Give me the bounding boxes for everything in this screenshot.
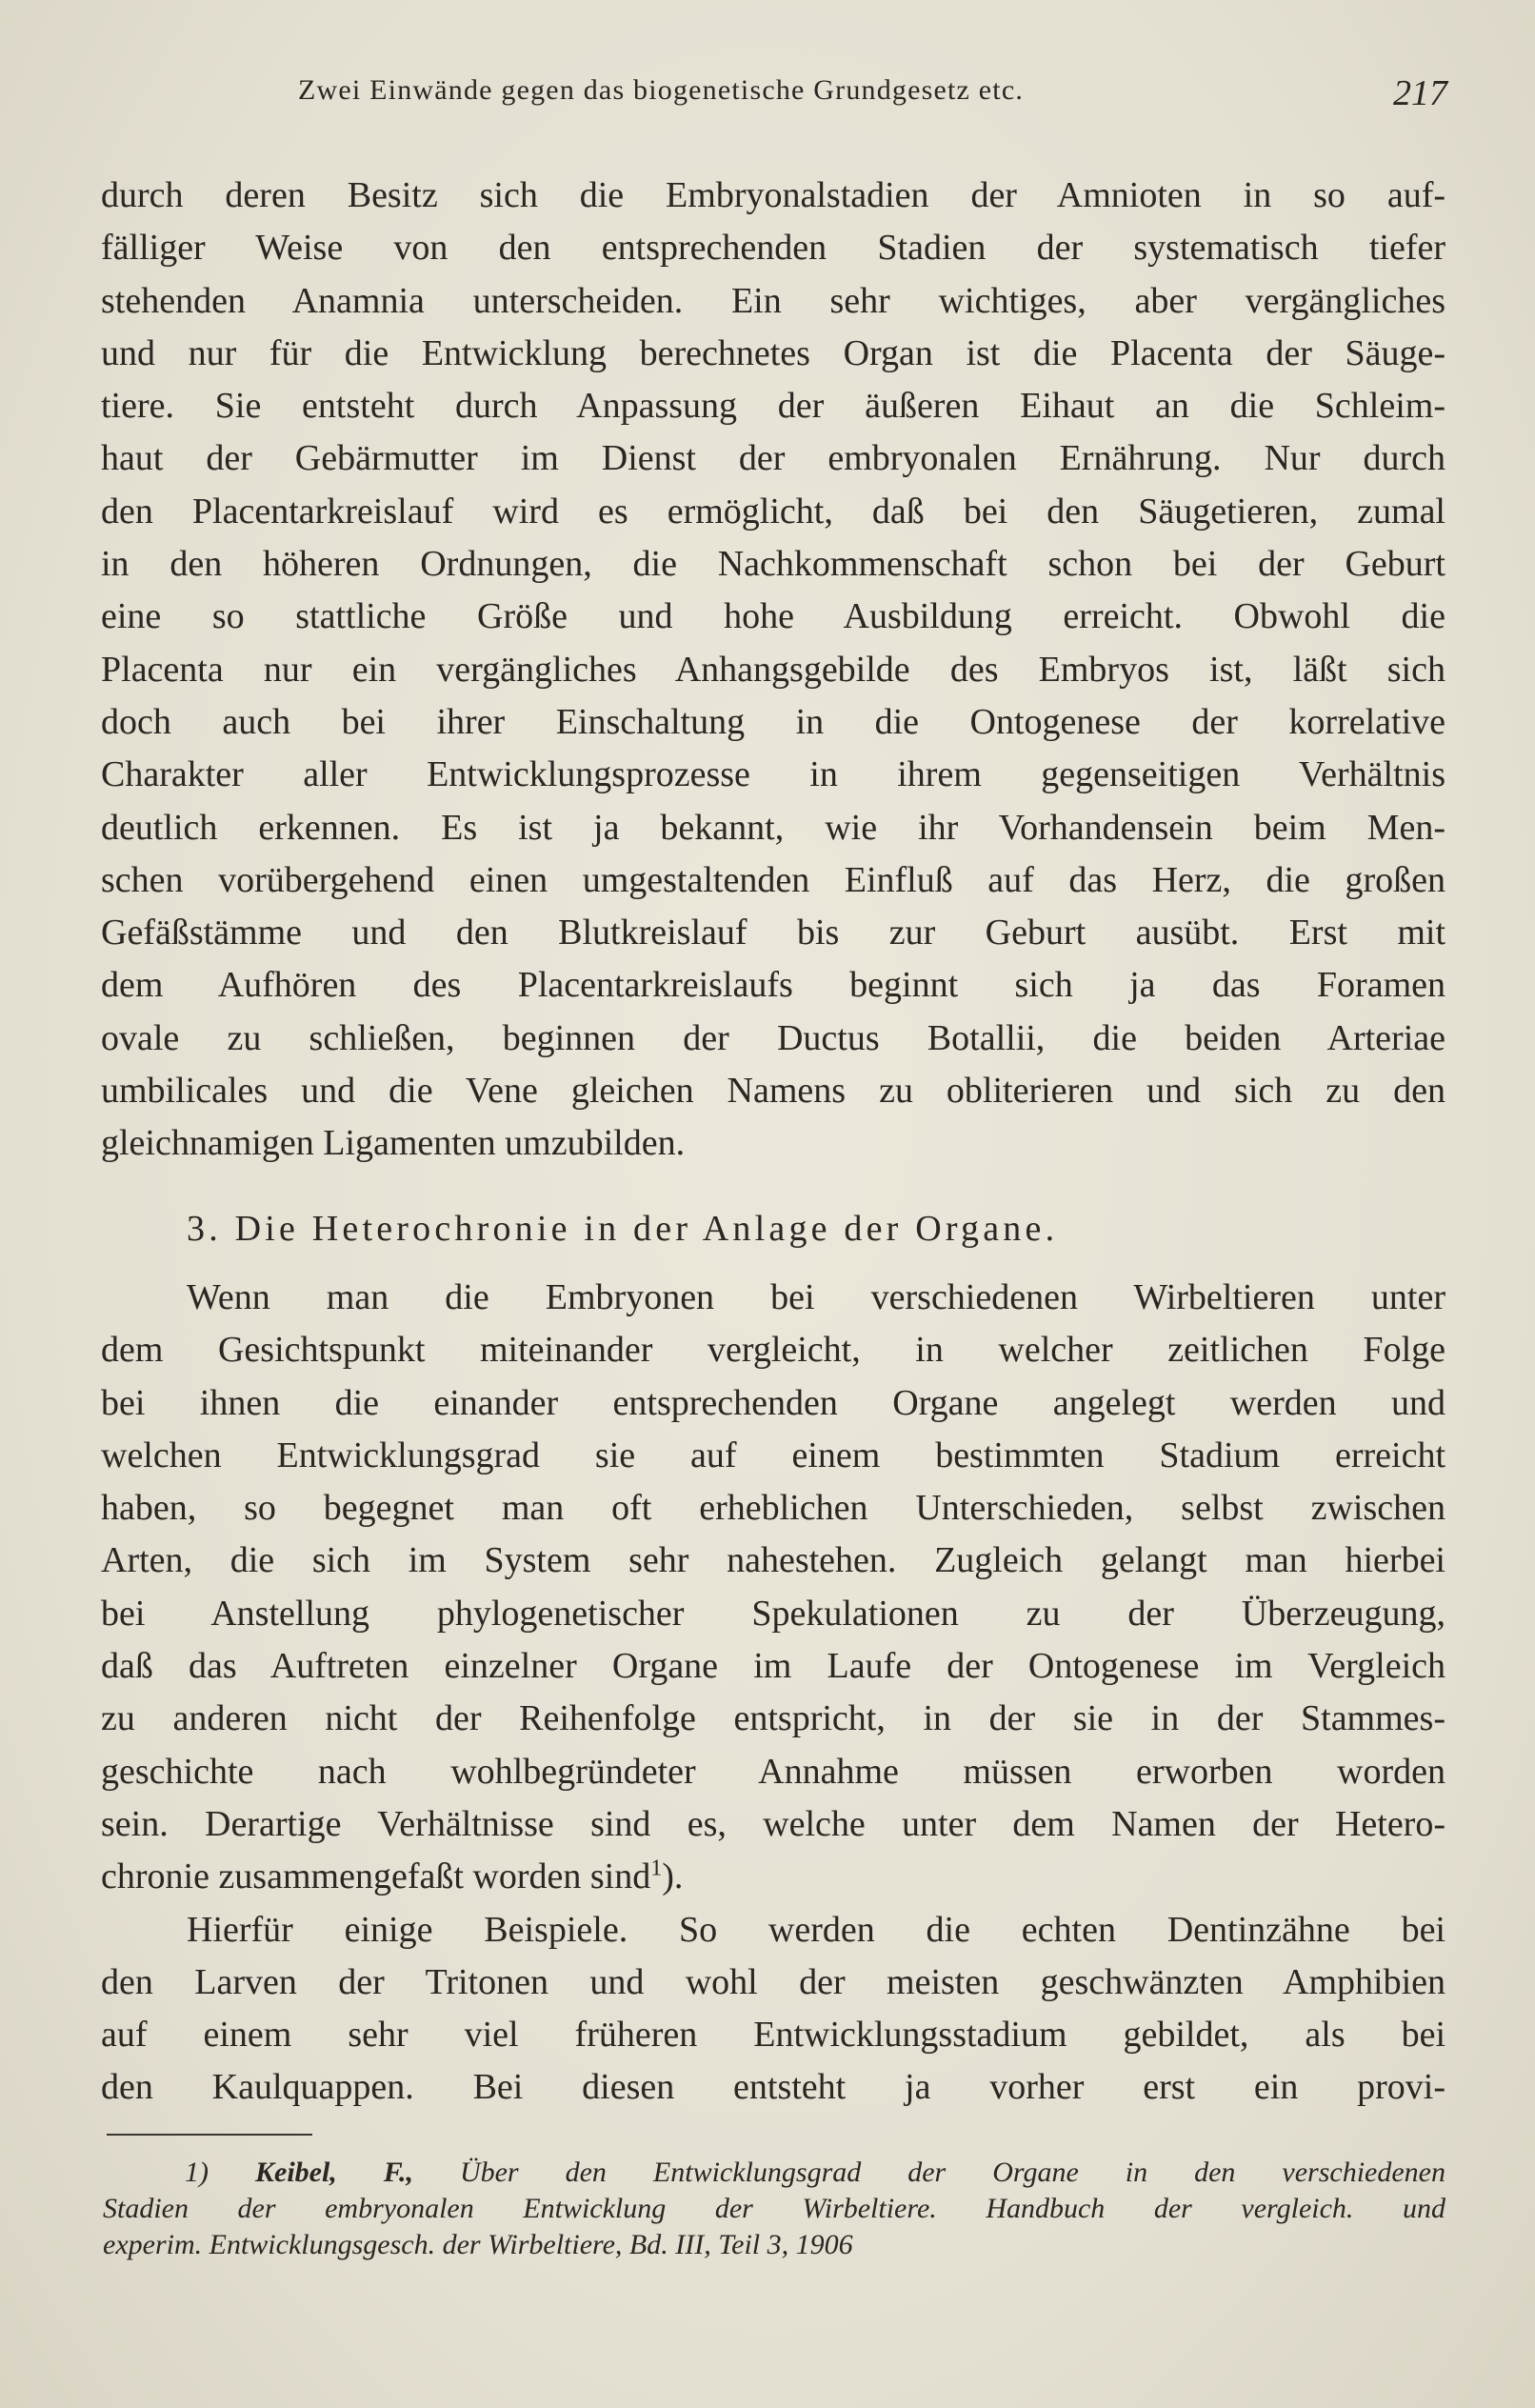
- text-line: deutlich erkennen. Es ist ja bekannt, wie ihr Vorhandensein beim Men-: [101, 807, 1445, 848]
- text-line: den Placentarkreislauf wird es ermöglicht, daß bei den Säugetieren, zumal: [101, 491, 1445, 532]
- text-line: in den höheren Ordnungen, die Nachkommenschaft schon bei der Geburt: [101, 544, 1445, 585]
- text-line: auf einem sehr viel früheren Entwicklungsstadium gebildet, als bei: [101, 2015, 1445, 2056]
- text-line: Gefäßstämme und den Blutkreislauf bis zur Geburt ausübt. Erst mit: [101, 913, 1445, 953]
- footnote-ref[interactable]: 1: [650, 1856, 663, 1881]
- text-line: stehenden Anamnia unterscheiden. Ein sehr wichtiges, aber vergängliches: [101, 280, 1445, 321]
- text-line: haut der Gebärmutter im Dienst der embryonalen Ernährung. Nur durch: [101, 438, 1445, 479]
- footnote-author: Keibel, F.,: [255, 2157, 413, 2188]
- text-line: zu anderen nicht der Reihenfolge entspricht, in der sie in der Stammes-: [101, 1698, 1445, 1739]
- text-line: Placenta nur ein vergängliches Anhangsgebilde des Embryos ist, läßt sich: [101, 649, 1445, 690]
- footnote-line: [103, 2155, 1445, 2191]
- text-line: welchen Entwicklungsgrad sie auf einem bestimmten Stadium erreicht: [101, 1435, 1445, 1475]
- text-line: ovale zu schließen, beginnen der Ductus Botallii, die beiden Arteriae: [101, 1017, 1445, 1058]
- text-line: geschichte nach wohlbegründeter Annahme müssen erworben worden: [101, 1751, 1445, 1792]
- footnote-line: Stadien der embryonalen Entwicklung der Wirbeltiere. Handbuch der vergleich. und: [103, 2193, 1445, 2224]
- text-line: Wenn man die Embryonen bei verschiedenen Wirbeltieren unter: [187, 1277, 1445, 1317]
- text-line: eine so stattliche Größe und hohe Ausbildung erreicht. Obwohl die: [101, 596, 1445, 637]
- running-head: [103, 74, 1447, 120]
- text-line: dem Gesichtspunkt miteinander vergleicht, in welcher zeitlichen Folge: [101, 1330, 1445, 1371]
- footnote-text: Über den Entwicklungsgrad der Organe in den verschiedenen: [459, 2157, 1445, 2188]
- paragraph-placenta: [101, 170, 1445, 1171]
- text-line: Charakter aller Entwicklungsprozesse in ihrem gegenseitigen Verhältnis: [101, 754, 1445, 795]
- section-heading: 3. Die Heterochronie in der Anlage der Organe.: [187, 1209, 1059, 1249]
- text-line: sein. Derartige Verhältnisse sind es, welche unter dem Namen der Hetero-: [101, 1803, 1445, 1844]
- text-line: bei ihnen die einander entsprechenden Organe angelegt werden und: [101, 1382, 1445, 1423]
- text-line: dem Aufhören des Placentarkreislaufs beginnt sich ja das Foramen: [101, 965, 1445, 1006]
- footnote-divider: [107, 2134, 312, 2136]
- text-line-with-footnote-ref: [101, 1851, 1445, 1903]
- text-line: und nur für die Entwicklung berechnetes Organ ist die Placenta der Säuge-: [101, 332, 1445, 373]
- footnote: [103, 2155, 1445, 2263]
- text-line: tiere. Sie entsteht durch Anpassung der äußeren Eihaut an die Schleim-: [101, 386, 1445, 427]
- text-line: daß das Auftreten einzelner Organe im Laufe der Ontogenese im Vergleich: [101, 1646, 1445, 1687]
- text-line: Hierfür einige Beispiele. So werden die echten Dentinzähne bei: [187, 1909, 1445, 1950]
- paragraph-heterochronie: [101, 1272, 1445, 2115]
- text-line: umbilicales und die Vene gleichen Namens zu obliterieren und sich zu den: [101, 1071, 1445, 1112]
- text-line-content: chronie zusammengefaßt worden sind: [101, 1856, 651, 1897]
- text-line: den Larven der Tritonen und wohl der meisten geschwänzten Amphibien: [101, 1961, 1445, 2002]
- text-line: bei Anstellung phylogenetischer Spekulationen zu der Überzeugung,: [101, 1593, 1445, 1634]
- text-line-closing: ).: [662, 1856, 684, 1897]
- text-line: doch auch bei ihrer Einschaltung in die Ontogenese der korrelative: [101, 701, 1445, 742]
- text-line: fälliger Weise von den entsprechenden Stadien der systematisch tiefer: [101, 228, 1445, 269]
- text-line: Arten, die sich im System sehr nahestehen. Zugleich gelangt man hierbei: [101, 1540, 1445, 1581]
- text-line: durch deren Besitz sich die Embryonalstadien der Amnioten in so auf-: [101, 175, 1445, 215]
- text-line: haben, so begegnet man oft erheblichen Unterschieden, selbst zwischen: [101, 1488, 1445, 1529]
- page-number: 217: [1393, 73, 1447, 113]
- text-line: gleichnamigen Ligamenten umzubilden.: [101, 1123, 686, 1164]
- text-line: schen vorübergehend einen umgestaltenden Einfluß auf das Herz, die großen: [101, 859, 1445, 900]
- running-title: Zwei Einwände gegen das biogenetische Grundgesetz etc.: [298, 74, 1025, 106]
- footnote-marker: 1): [185, 2157, 209, 2188]
- text-line: den Kaulquappen. Bei diesen entsteht ja vorher erst ein provi-: [101, 2067, 1445, 2108]
- footnote-line: experim. Entwicklungsgesch. der Wirbeltiere, Bd. III, Teil 3, 1906: [103, 2229, 853, 2260]
